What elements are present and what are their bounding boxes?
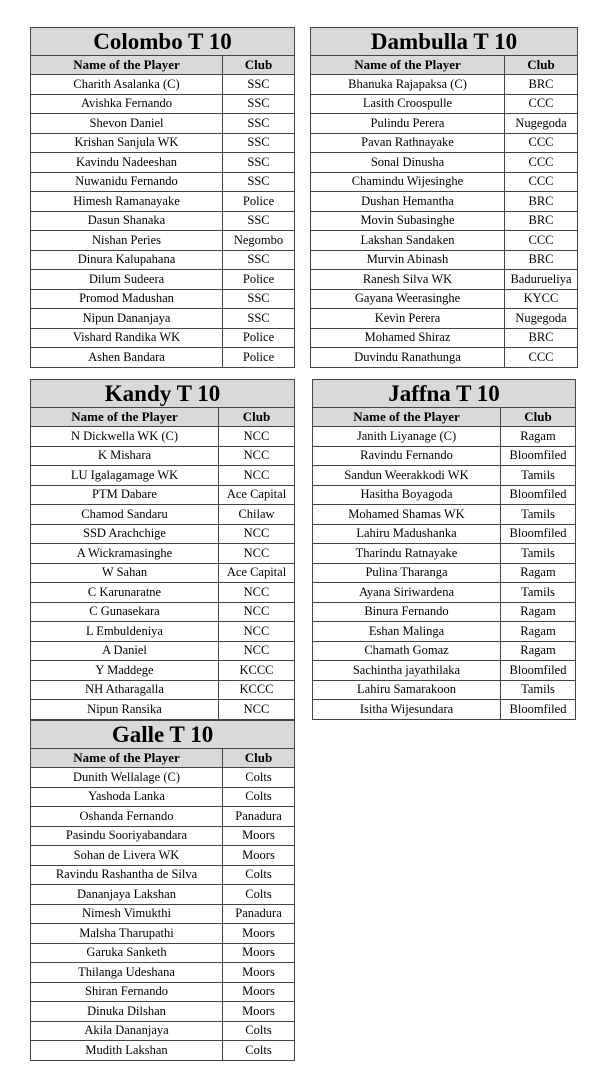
player-club: Moors <box>223 982 295 1002</box>
table-row <box>313 641 576 661</box>
player-name: Chamath Gomaz <box>313 641 501 661</box>
table-row <box>313 680 576 700</box>
table-row <box>31 348 295 368</box>
player-name: Yashoda Lanka <box>31 787 223 807</box>
table-row <box>31 75 295 95</box>
player-club: NCC <box>219 427 295 447</box>
player-name: Hasitha Boyagoda <box>313 485 501 505</box>
player-name: Vishard Randika WK <box>31 328 223 348</box>
player-club: Colts <box>223 768 295 788</box>
player-club: NCC <box>219 583 295 603</box>
player-club: Colts <box>223 1021 295 1041</box>
table-row <box>311 192 578 212</box>
table-row <box>313 544 576 564</box>
player-name: Shevon Daniel <box>31 114 223 134</box>
player-club: Moors <box>223 826 295 846</box>
table-row <box>313 446 576 466</box>
player-name: Nimesh Vimukthi <box>31 904 223 924</box>
player-club: SSC <box>223 309 295 329</box>
table-row <box>31 1041 295 1061</box>
player-club: NCC <box>219 700 295 720</box>
player-name: Lahiru Madushanka <box>313 524 501 544</box>
player-club: Negombo <box>223 231 295 251</box>
player-name: Shiran Fernando <box>31 982 223 1002</box>
player-club: CCC <box>505 172 578 192</box>
player-club: BRC <box>505 211 578 231</box>
player-name: Pavan Rathnayake <box>311 133 505 153</box>
player-club: BRC <box>505 75 578 95</box>
player-name: Nishan Peries <box>31 231 223 251</box>
player-name: C Karunaratne <box>31 583 219 603</box>
player-name: Janith Liyanage (C) <box>313 427 501 447</box>
player-club: Tamils <box>501 544 576 564</box>
player-club: Bloomfiled <box>501 485 576 505</box>
player-name: Akila Dananjaya <box>31 1021 223 1041</box>
table-row <box>31 94 295 114</box>
player-club: NCC <box>219 544 295 564</box>
team-rows <box>311 75 578 368</box>
player-name: Kavindu Nadeeshan <box>31 153 223 173</box>
player-name: Krishan Sanjula WK <box>31 133 223 153</box>
table-row <box>313 661 576 681</box>
table-row <box>31 982 295 1002</box>
player-name: Nipun Ransika <box>31 700 219 720</box>
player-name: Isitha Wijesundara <box>313 700 501 720</box>
header-player: Name of the Player <box>311 56 505 75</box>
player-name: Murvin Abinash <box>311 250 505 270</box>
table-row <box>313 563 576 583</box>
player-name: Sohan de Livera WK <box>31 846 223 866</box>
player-club: Tamils <box>501 583 576 603</box>
player-name: Mudith Lakshan <box>31 1041 223 1061</box>
table-row <box>313 583 576 603</box>
player-name: Binura Fernando <box>313 602 501 622</box>
table-row <box>31 231 295 251</box>
table-row <box>31 641 295 661</box>
player-name: L Embuldeniya <box>31 622 219 642</box>
team-rows <box>31 427 295 720</box>
player-club: Colts <box>223 787 295 807</box>
table-row <box>31 963 295 983</box>
table-row <box>31 943 295 963</box>
player-club: BRC <box>505 328 578 348</box>
table-row <box>31 505 295 525</box>
player-name: Lahiru Samarakoon <box>313 680 501 700</box>
player-name: Charith Asalanka (C) <box>31 75 223 95</box>
table-row <box>31 787 295 807</box>
player-club: Tamils <box>501 680 576 700</box>
player-name: PTM Dabare <box>31 485 219 505</box>
player-name: A Daniel <box>31 641 219 661</box>
team-rows <box>31 768 295 1061</box>
player-name: Eshan Malinga <box>313 622 501 642</box>
team-title: Dambulla T 10 <box>311 28 578 56</box>
header-club: Club <box>223 749 295 768</box>
player-name: Avishka Fernando <box>31 94 223 114</box>
player-name: Sachintha jayathilaka <box>313 661 501 681</box>
table-row <box>31 328 295 348</box>
table-row <box>311 289 578 309</box>
player-name: Movin Subasinghe <box>311 211 505 231</box>
player-club: CCC <box>505 153 578 173</box>
player-club: Ragam <box>501 641 576 661</box>
table-row <box>31 622 295 642</box>
table-row <box>313 700 576 720</box>
player-name: Lasith Croospulle <box>311 94 505 114</box>
table-row <box>31 427 295 447</box>
player-club: NCC <box>219 466 295 486</box>
table-row <box>31 133 295 153</box>
player-club: NCC <box>219 446 295 466</box>
player-club: Ace Capital <box>219 485 295 505</box>
table-row <box>313 505 576 525</box>
player-club: Moors <box>223 963 295 983</box>
team-title: Colombo T 10 <box>31 28 295 56</box>
player-club: KCCC <box>219 680 295 700</box>
player-club: BRC <box>505 250 578 270</box>
team-table-kandy <box>30 379 295 720</box>
player-club: Colts <box>223 885 295 905</box>
table-row <box>31 846 295 866</box>
table-row <box>311 250 578 270</box>
player-name: Garuka Sanketh <box>31 943 223 963</box>
player-club: CCC <box>505 94 578 114</box>
player-name: SSD Arachchige <box>31 524 219 544</box>
player-club: Ragam <box>501 622 576 642</box>
player-club: SSC <box>223 250 295 270</box>
table-row <box>31 680 295 700</box>
player-name: Ayana Siriwardena <box>313 583 501 603</box>
player-club: CCC <box>505 133 578 153</box>
player-club: Bloomfiled <box>501 524 576 544</box>
player-club: Police <box>223 192 295 212</box>
player-club: KCCC <box>219 661 295 681</box>
player-name: Bhanuka Rajapaksa (C) <box>311 75 505 95</box>
player-club: Moors <box>223 846 295 866</box>
table-row <box>311 153 578 173</box>
header-club: Club <box>219 408 295 427</box>
player-name: Mohamed Shamas WK <box>313 505 501 525</box>
player-name: Dasun Shanaka <box>31 211 223 231</box>
team-title: Kandy T 10 <box>31 380 295 408</box>
player-club: Police <box>223 270 295 290</box>
table-row <box>31 485 295 505</box>
player-club: Police <box>223 328 295 348</box>
player-name: Promod Madushan <box>31 289 223 309</box>
player-club: SSC <box>223 153 295 173</box>
player-name: Sandun Weerakkodi WK <box>313 466 501 486</box>
player-club: Bloomfiled <box>501 700 576 720</box>
player-club: Panadura <box>223 904 295 924</box>
table-row <box>31 885 295 905</box>
player-name: Lakshan Sandaken <box>311 231 505 251</box>
team-rows <box>31 75 295 368</box>
player-name: Chamindu Wijesinghe <box>311 172 505 192</box>
player-club: SSC <box>223 133 295 153</box>
player-name: Kevin Perera <box>311 309 505 329</box>
table-row <box>313 602 576 622</box>
table-row <box>311 270 578 290</box>
table-row <box>31 1021 295 1041</box>
table-row <box>311 75 578 95</box>
table-row <box>311 348 578 368</box>
table-row <box>31 289 295 309</box>
player-name: Dananjaya Lakshan <box>31 885 223 905</box>
table-row <box>31 1002 295 1022</box>
table-row <box>31 466 295 486</box>
player-club: Colts <box>223 1041 295 1061</box>
table-row <box>31 309 295 329</box>
player-name: Sonal Dinusha <box>311 153 505 173</box>
team-rows <box>313 427 576 720</box>
player-name: Ravindu Fernando <box>313 446 501 466</box>
header-club: Club <box>223 56 295 75</box>
table-row <box>311 328 578 348</box>
player-name: Thilanga Udeshana <box>31 963 223 983</box>
player-club: Ace Capital <box>219 563 295 583</box>
table-row <box>311 231 578 251</box>
player-club: Ragam <box>501 427 576 447</box>
table-row <box>31 114 295 134</box>
player-club: SSC <box>223 289 295 309</box>
player-club: Ragam <box>501 602 576 622</box>
player-name: Himesh Ramanayake <box>31 192 223 212</box>
table-row <box>31 661 295 681</box>
header-player: Name of the Player <box>31 56 223 75</box>
player-name: Nuwanidu Fernando <box>31 172 223 192</box>
table-row <box>31 826 295 846</box>
header-player: Name of the Player <box>313 408 501 427</box>
player-club: Police <box>223 348 295 368</box>
table-row <box>31 250 295 270</box>
player-club: Bloomfiled <box>501 446 576 466</box>
table-row <box>31 446 295 466</box>
table-row <box>313 466 576 486</box>
team-table-galle <box>30 720 295 1061</box>
player-club: Panadura <box>223 807 295 827</box>
table-row <box>311 211 578 231</box>
table-row <box>31 524 295 544</box>
player-name: N Dickwella WK (C) <box>31 427 219 447</box>
player-name: C Gunasekara <box>31 602 219 622</box>
table-row <box>311 172 578 192</box>
table-row <box>31 768 295 788</box>
table-row <box>31 602 295 622</box>
player-name: Y Maddege <box>31 661 219 681</box>
player-name: Dunith Wellalage (C) <box>31 768 223 788</box>
table-row <box>311 114 578 134</box>
table-row <box>31 583 295 603</box>
player-club: SSC <box>223 94 295 114</box>
player-name: Mohamed Shiraz <box>311 328 505 348</box>
player-club: NCC <box>219 602 295 622</box>
table-row <box>31 904 295 924</box>
player-name: A Wickramasinghe <box>31 544 219 564</box>
table-row <box>311 94 578 114</box>
player-name: Duvindu Ranathunga <box>311 348 505 368</box>
player-name: Dilum Sudeera <box>31 270 223 290</box>
player-name: LU Igalagamage WK <box>31 466 219 486</box>
player-name: Dushan Hemantha <box>311 192 505 212</box>
player-club: NCC <box>219 622 295 642</box>
table-row <box>31 211 295 231</box>
player-name: Ranesh Silva WK <box>311 270 505 290</box>
table-row <box>31 563 295 583</box>
player-club: CCC <box>505 348 578 368</box>
table-row <box>311 309 578 329</box>
table-row <box>313 524 576 544</box>
table-row <box>31 700 295 720</box>
header-club: Club <box>501 408 576 427</box>
player-name: Pulindu Perera <box>311 114 505 134</box>
team-table-dambulla <box>310 27 578 368</box>
player-name: Ravindu Rashantha de Silva <box>31 865 223 885</box>
player-club: Bloomfiled <box>501 661 576 681</box>
player-club: Moors <box>223 924 295 944</box>
player-name: Dinuka Dilshan <box>31 1002 223 1022</box>
player-club: Ragam <box>501 563 576 583</box>
table-row <box>313 622 576 642</box>
player-name: Tharindu Ratnayake <box>313 544 501 564</box>
player-name: Nipun Dananjaya <box>31 309 223 329</box>
table-row <box>31 544 295 564</box>
player-club: Colts <box>223 865 295 885</box>
player-club: SSC <box>223 75 295 95</box>
player-name: Pasindu Sooriyabandara <box>31 826 223 846</box>
player-club: NCC <box>219 641 295 661</box>
player-club: BRC <box>505 192 578 212</box>
player-club: Tamils <box>501 505 576 525</box>
header-club: Club <box>505 56 578 75</box>
header-player: Name of the Player <box>31 408 219 427</box>
team-table-colombo <box>30 27 295 368</box>
table-row <box>31 807 295 827</box>
player-club: CCC <box>505 231 578 251</box>
player-name: K Mishara <box>31 446 219 466</box>
team-title: Jaffna T 10 <box>313 380 576 408</box>
table-row <box>311 133 578 153</box>
player-club: KYCC <box>505 289 578 309</box>
player-name: Malsha Tharupathi <box>31 924 223 944</box>
player-club: Moors <box>223 1002 295 1022</box>
header-player: Name of the Player <box>31 749 223 768</box>
team-table-jaffna <box>312 379 576 720</box>
player-club: SSC <box>223 172 295 192</box>
table-row <box>31 192 295 212</box>
player-name: W Sahan <box>31 563 219 583</box>
player-club: Tamils <box>501 466 576 486</box>
player-name: Ashen Bandara <box>31 348 223 368</box>
player-name: Oshanda Fernando <box>31 807 223 827</box>
player-club: Moors <box>223 943 295 963</box>
table-row <box>31 270 295 290</box>
player-name: Pulina Tharanga <box>313 563 501 583</box>
player-club: Badurueliya <box>505 270 578 290</box>
player-club: Chilaw <box>219 505 295 525</box>
table-row <box>31 924 295 944</box>
player-name: NH Atharagalla <box>31 680 219 700</box>
team-title: Galle T 10 <box>31 721 295 749</box>
player-name: Gayana Weerasinghe <box>311 289 505 309</box>
player-club: SSC <box>223 114 295 134</box>
player-club: Nugegoda <box>505 309 578 329</box>
table-row <box>31 153 295 173</box>
table-row <box>31 865 295 885</box>
player-club: SSC <box>223 211 295 231</box>
player-name: Chamod Sandaru <box>31 505 219 525</box>
player-club: Nugegoda <box>505 114 578 134</box>
table-row <box>313 427 576 447</box>
table-row <box>31 172 295 192</box>
player-name: Dinura Kalupahana <box>31 250 223 270</box>
table-row <box>313 485 576 505</box>
player-club: NCC <box>219 524 295 544</box>
